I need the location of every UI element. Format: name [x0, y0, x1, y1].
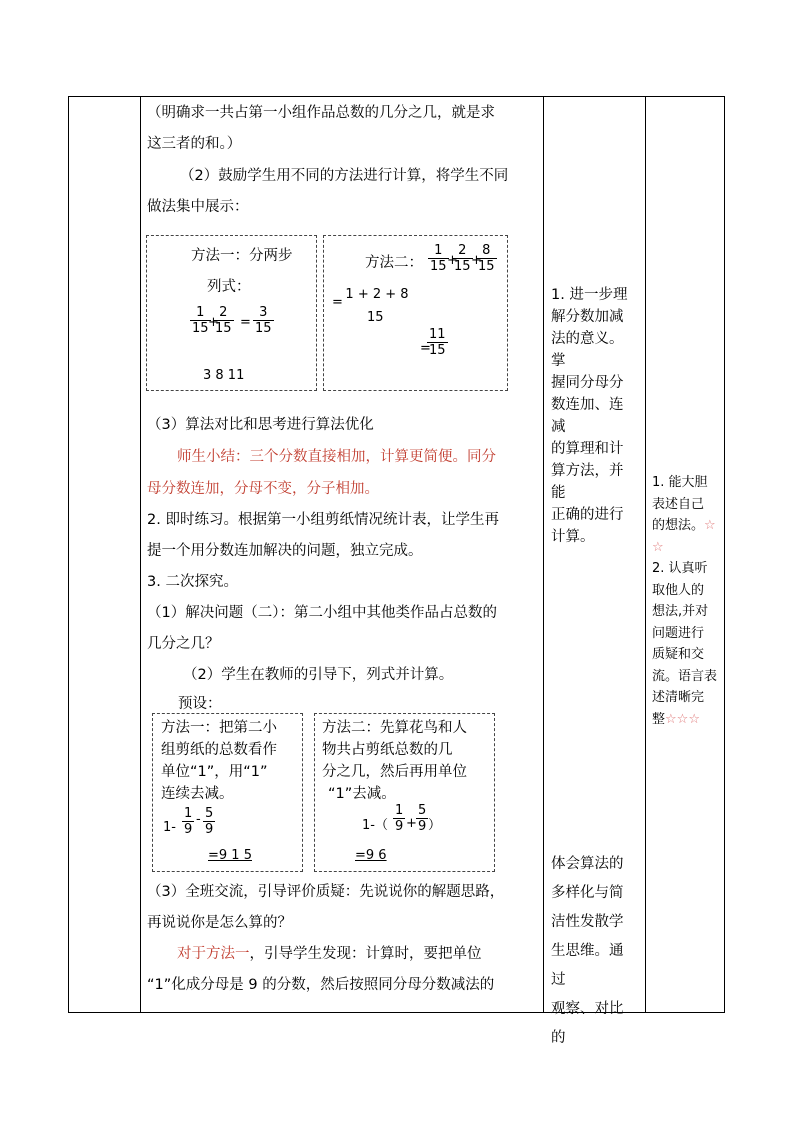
plus-sign: + [447, 253, 458, 268]
highlight-text: 对于方法一 [177, 946, 250, 962]
goal-line: 握同分母分 [551, 375, 624, 391]
star-icon: ☆ [704, 518, 716, 533]
goal-line: 观察、对比的 [551, 1001, 624, 1046]
table-col-border-3 [645, 96, 646, 1013]
equals-sign: = [240, 315, 251, 330]
text-line-method-intro [177, 944, 482, 964]
fraction: 1 + 2 + 8 15 [345, 287, 409, 325]
math-prefix: 1- [163, 820, 176, 835]
fraction: $\frac{2}{15}$ [454, 243, 471, 274]
goal-line: 数连加、连减 [551, 397, 624, 435]
goal-line: 的算理和计 [551, 441, 624, 457]
text-line: 这三者的和。） [147, 136, 242, 152]
eval-line: 述清晰完 [652, 690, 705, 705]
method-one-title: 方法一：分两步 [191, 248, 293, 264]
goal-line: 1. 进一步理 [551, 287, 628, 303]
eval-line: 问题进行 [652, 625, 705, 641]
text-line: 连续去减。 [161, 786, 234, 802]
fraction: $\frac{1}{9}$ [184, 806, 193, 837]
goal-block-1 [551, 284, 637, 548]
text-line-preset: 预设： [178, 696, 222, 712]
table-col-border-4 [724, 96, 725, 1013]
plus-sign: + [471, 253, 482, 268]
goal-block-2 [551, 850, 637, 1053]
star-icons: ☆☆☆ [665, 711, 700, 727]
eval-line: 2. 认真听 [652, 561, 708, 576]
fraction: $\frac{1}{15}$ [192, 305, 209, 336]
eval-line: 取他人的 [652, 582, 705, 598]
eval-line: 1. 能大胆 [652, 475, 708, 490]
fraction: $\frac{2}{15}$ [215, 305, 232, 336]
text-line: （2）鼓励学生用不同的方法进行计算，将学生不同 [180, 168, 509, 184]
text-line: 方法一：把第二小 [161, 720, 277, 736]
text-line: 几分之几？ [147, 636, 220, 652]
method-one-sub: 列式： [207, 279, 251, 295]
text-line: 再说说你是怎么算的？ [147, 915, 292, 931]
method-bottom: =9 1 5 [208, 848, 252, 863]
text-line: （3）算法对比和思考进行算法优化 [147, 417, 374, 433]
fraction: $\frac{1}{15}$ [430, 243, 447, 274]
goal-line: 体会算法的 [551, 856, 624, 872]
minus-sign: - [196, 812, 201, 827]
text-line: “1”去减。 [328, 786, 396, 802]
eval-block [652, 472, 718, 730]
text-line: 2. 即时练习。根据第一小组剪纸情况统计表，让学生再 [147, 512, 499, 528]
text-line: 物共占剪纸总数的几 [322, 742, 453, 758]
goal-line: 解分数加减 [551, 309, 624, 325]
text-line-summary: 师生小结：三个分数直接相加，计算更简便。同分 [177, 449, 496, 465]
text-line: 单位“1”，用“1” [161, 764, 268, 780]
math-suffix: ） [428, 818, 442, 833]
goal-line: 洁性发散学 [551, 914, 624, 930]
method-two-title: 方法二： [365, 255, 423, 271]
eval-text: 整 [652, 711, 666, 727]
text-line: 3. 二次探究。 [147, 574, 238, 590]
eval-text: 的想法。 [652, 518, 705, 533]
eval-line: 想法,并对 [652, 604, 709, 619]
eval-line [652, 709, 718, 731]
text-line: （2）学生在教师的引导下，列式并计算。 [183, 667, 454, 683]
fraction: $\frac{5}{9}$ [205, 806, 214, 837]
goal-line: 算方法，并能 [551, 463, 624, 501]
goal-line: 多样化与简 [551, 885, 624, 901]
goal-line: 正确的进行 [551, 507, 624, 523]
star-icon: ☆ [652, 539, 664, 555]
eval-line: 质疑和交 [652, 647, 705, 662]
eval-line: 表述自己 [652, 496, 705, 512]
text-line: （明确求一共占第一小组作品总数的几分之几，就是求 [147, 105, 495, 121]
text-line: 分之几，然后再用单位 [322, 764, 467, 780]
goal-line: 计算。 [551, 529, 595, 545]
fraction: $\frac{1}{9}$ [395, 803, 404, 834]
fraction: $\frac{5}{9}$ [418, 803, 427, 834]
text-line: 方法二：先算花鸟和人 [322, 720, 467, 736]
fraction: $\frac{11}{15}$ [429, 327, 446, 358]
table-col-border-2 [543, 96, 544, 1013]
text-line: “1”化成分母是 9 的分数，然后按照同分母分数减法的 [147, 977, 495, 993]
fraction: $\frac{8}{15}$ [478, 243, 495, 274]
text-line: （3）全班交流，引导评价质疑：先说说你的解题思路， [147, 884, 505, 900]
table-top-border [68, 96, 724, 97]
method-bottom: =9 6 [355, 848, 387, 863]
text-line: （1）解决问题（二）：第二小组中其他类作品占总数的 [147, 605, 497, 621]
fraction: $\frac{3}{15}$ [255, 305, 272, 336]
eval-line: 流。语言表 [652, 668, 718, 684]
goal-line: 生思维。通过 [551, 943, 624, 988]
eval-line [652, 515, 718, 537]
equals-sign: = [332, 295, 343, 310]
math-prefix: 1-（ [362, 818, 388, 833]
plus-sign: + [406, 816, 417, 831]
plus-sign: + [208, 315, 219, 330]
table-col-border-0 [68, 96, 69, 1013]
table-col-border-1 [140, 96, 141, 1013]
goal-line: 法的意义。掌 [551, 331, 624, 369]
text-line: 提一个用分数连加解决的问题，独立完成。 [147, 543, 423, 559]
text-span: ，引导学生发现：计算时，要把单位 [249, 946, 482, 962]
text-line: 组剪纸的总数看作 [161, 742, 277, 758]
text-line: 做法集中展示： [147, 199, 249, 215]
text-line-summary: 母分数连加，分母不变，分子相加。 [147, 481, 379, 497]
equals-sign: = [420, 341, 431, 356]
method-one-bottom: 3 8 11 [203, 368, 245, 383]
